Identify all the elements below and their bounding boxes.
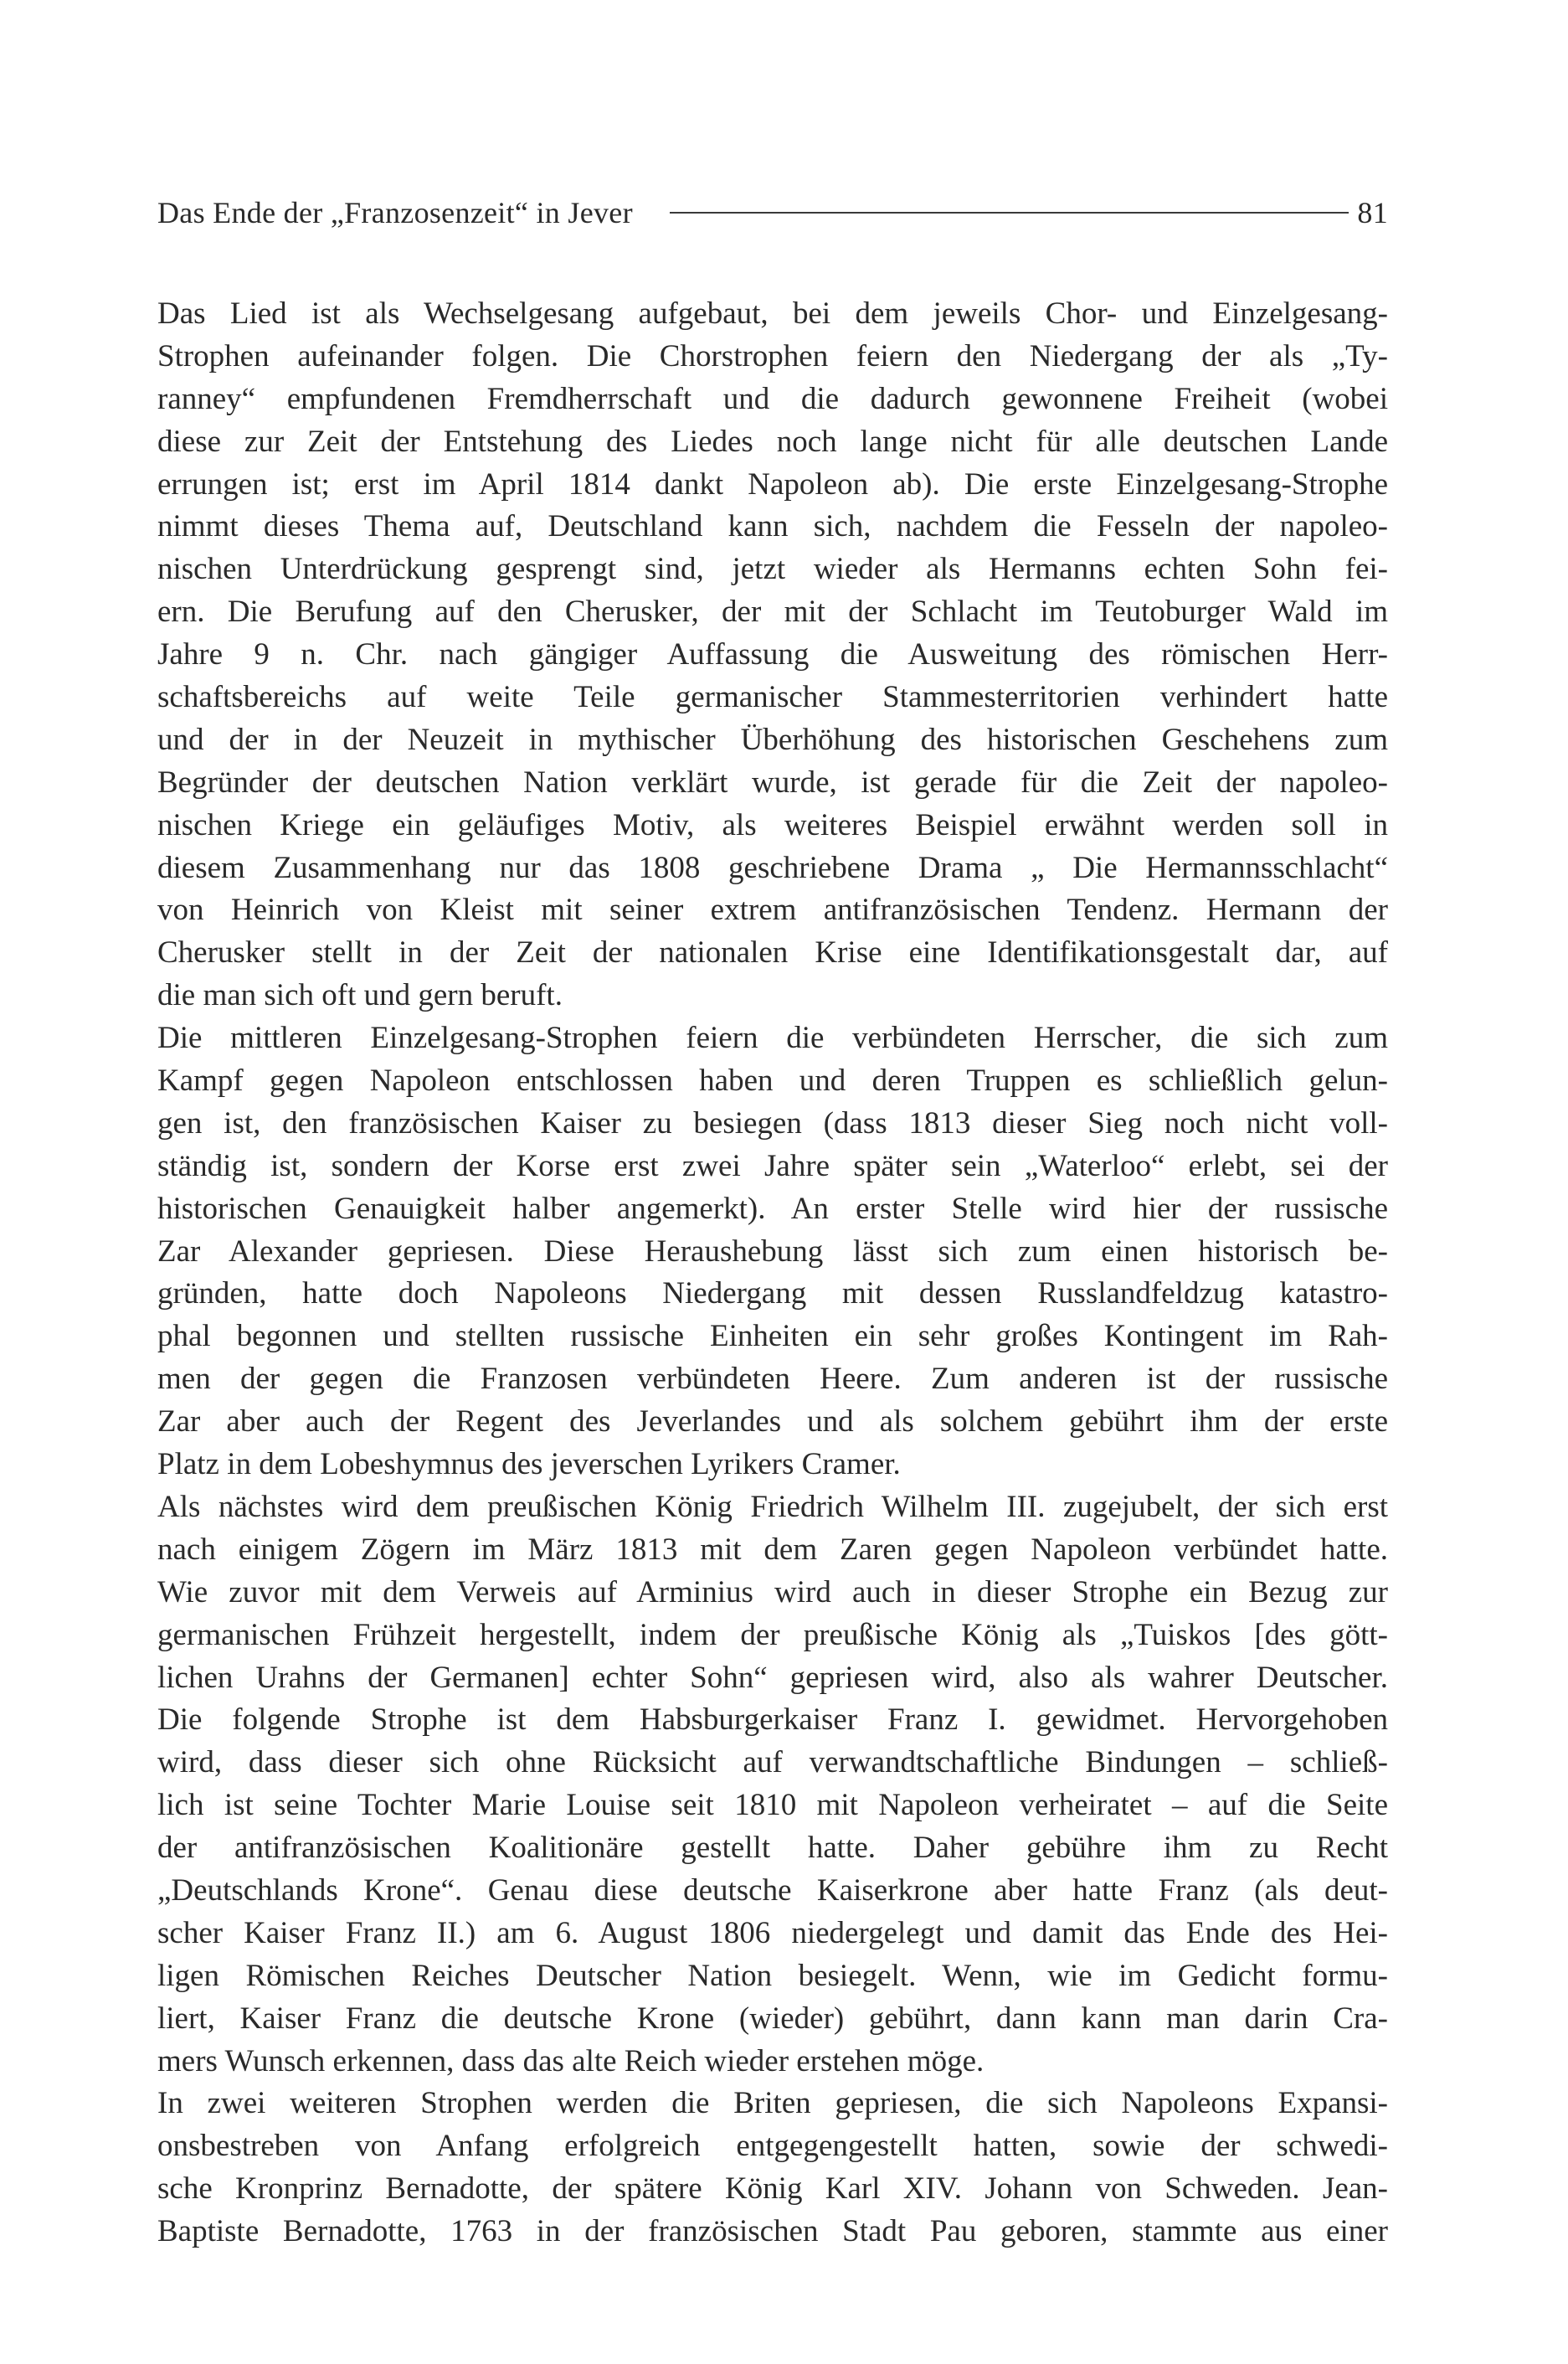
text-line: ständig ist, sondern der Korse erst zwei Jahre später sein „Waterloo“ erlebt, sei der — [157, 1148, 1388, 1183]
text-line: lichen Urahns der Germanen] echter Sohn“ gepriesen wird, also als wahrer Deutscher. — [157, 1660, 1388, 1695]
text-line: Kampf gegen Napoleon entschlossen haben und deren Truppen es schließlich gelun- — [157, 1064, 1388, 1099]
text-line: errungen ist; erst im April 1814 dankt Napoleon ab). Die erste Einzelgesang-Strophe — [157, 466, 1388, 502]
text-line: ern. Die Berufung auf den Cherusker, der mit der Schlacht im Teutoburger Wald im — [157, 595, 1388, 630]
text-line: Die folgende Strophe ist dem Habsburgerkaiser Franz I. gewidmet. Hervorgehoben — [157, 1702, 1388, 1738]
text-line: scher Kaiser Franz II.) am 6. August 1806 niedergelegt und damit das Ende des Hei- — [157, 1915, 1388, 1950]
text-line: Wie zuvor mit dem Verweis auf Arminius wird auch in dieser Strophe ein Bezug zur — [157, 1574, 1388, 1609]
text-line: onsbestreben von Anfang erfolgreich entgegengestellt hatten, sowie der schwedi- — [157, 2129, 1388, 2164]
text-line: Zar aber auch der Regent des Jeverlandes und als solchem gebührt ihm der erste — [157, 1404, 1388, 1440]
text-line: diese zur Zeit der Entstehung des Liedes noch lange nicht für alle deutschen Lande — [157, 424, 1388, 459]
text-line: nach einigem Zögern im März 1813 mit dem Zaren gegen Napoleon verbündet hatte. — [157, 1532, 1388, 1567]
text-line: lich ist seine Tochter Marie Louise seit 1810 mit Napoleon verheiratet – auf die Seite — [157, 1788, 1388, 1823]
text-line: germanischen Frühzeit hergestellt, indem der preußische König als „Tuiskos [des gött- — [157, 1617, 1388, 1652]
text-line: die man sich oft und gern beruft. — [157, 978, 563, 1013]
text-line: Das Lied ist als Wechselgesang aufgebaut, bei dem jeweils Chor- und Einzelgesang- — [157, 296, 1388, 331]
text-line: ranney“ empfundenen Fremdherrschaft und die dadurch gewonnene Freiheit (wobei — [157, 381, 1388, 416]
text-line: Zar Alexander gepriesen. Diese Heraushebung lässt sich zum einen historisch be- — [157, 1234, 1388, 1269]
text-line: sche Kronprinz Bernadotte, der spätere König Karl XIV. Johann von Schweden. Jean- — [157, 2171, 1388, 2207]
text-line: Baptiste Bernadotte, 1763 in der französischen Stadt Pau geboren, stammte aus einer — [157, 2214, 1388, 2249]
text-line: der antifranzösischen Koalitionäre gestellt hatte. Daher gebühre ihm zu Recht — [157, 1831, 1388, 1866]
text-line: historischen Genauigkeit halber angemerkt). An erster Stelle wird hier der russische — [157, 1191, 1388, 1226]
text-line: nischen Kriege ein geläufiges Motiv, als weiteres Beispiel erwähnt werden soll in — [157, 807, 1388, 842]
text-line: phal begonnen und stellten russische Einheiten ein sehr großes Kontingent im Rah- — [157, 1319, 1388, 1354]
body-text — [157, 293, 1388, 2253]
page-number: 81 — [1357, 196, 1388, 229]
text-line: ligen Römischen Reiches Deutscher Nation besiegelt. Wenn, wie im Gedicht formu- — [157, 1958, 1388, 1993]
text-line: Strophen aufeinander folgen. Die Chorstrophen feiern den Niedergang der als „Ty- — [157, 338, 1388, 373]
running-header — [157, 189, 1388, 236]
text-line: men der gegen die Franzosen verbündeten Heere. Zum anderen ist der russische — [157, 1362, 1388, 1397]
text-line: Die mittleren Einzelgesang-Strophen feiern die verbündeten Herrscher, die sich zum — [157, 1021, 1388, 1056]
text-line: wird, dass dieser sich ohne Rücksicht auf verwandtschaftliche Bindungen – schließ- — [157, 1745, 1388, 1780]
text-line: Platz in dem Lobeshymnus des jeverschen Lyrikers Cramer. — [157, 1447, 901, 1482]
text-line: „Deutschlands Krone“. Genau diese deutsche Kaiserkrone aber hatte Franz (als deut- — [157, 1872, 1388, 1908]
text-line: Begründer der deutschen Nation verklärt wurde, ist gerade für die Zeit der napoleo- — [157, 765, 1388, 800]
text-line: und der in der Neuzeit in mythischer Überhöhung des historischen Geschehens zum — [157, 722, 1388, 757]
text-line: diesem Zusammenhang nur das 1808 geschriebene Drama „ Die Hermannsschlacht“ — [157, 850, 1388, 885]
text-line: mers Wunsch erkennen, dass das alte Reich wieder erstehen möge. — [157, 2043, 984, 2078]
text-line: schaftsbereichs auf weite Teile germanischer Stammesterritorien verhindert hatte — [157, 680, 1388, 715]
text-line: Cherusker stellt in der Zeit der nationalen Krise eine Identifikationsgestalt dar, auf — [157, 935, 1388, 971]
text-line: Als nächstes wird dem preußischen König Friedrich Wilhelm III. zugejubelt, der sich erst — [157, 1489, 1388, 1524]
text-line: nischen Unterdrückung gesprengt sind, jetzt wieder als Hermanns echten Sohn fei- — [157, 552, 1388, 587]
text-line: gründen, hatte doch Napoleons Niedergang mit dessen Russlandfeldzug katastro- — [157, 1276, 1388, 1311]
header-rule — [670, 212, 1350, 214]
running-title: Das Ende der „Franzosenzeit“ in Jever — [157, 196, 633, 229]
text-line: gen ist, den französischen Kaiser zu besiegen (dass 1813 dieser Sieg noch nicht voll- — [157, 1105, 1388, 1141]
text-line: In zwei weiteren Strophen werden die Briten gepriesen, die sich Napoleons Expansi- — [157, 2086, 1388, 2121]
text-line: von Heinrich von Kleist mit seiner extrem antifranzösischen Tendenz. Hermann der — [157, 893, 1388, 928]
text-line: liert, Kaiser Franz die deutsche Krone (wieder) gebührt, dann kann man darin Cra- — [157, 2001, 1388, 2036]
text-line: nimmt dieses Thema auf, Deutschland kann sich, nachdem die Fesseln der napoleo- — [157, 509, 1388, 544]
text-line: Jahre 9 n. Chr. nach gängiger Auffassung die Ausweitung des römischen Herr- — [157, 637, 1388, 672]
